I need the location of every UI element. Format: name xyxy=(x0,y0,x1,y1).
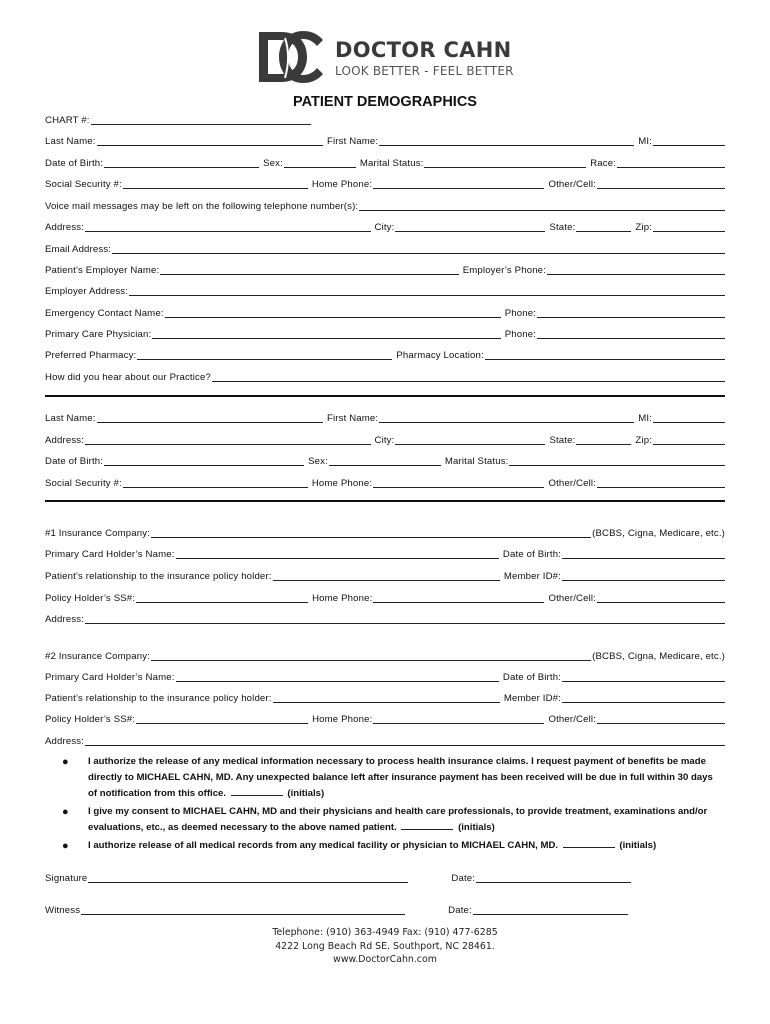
zip-label: Zip: xyxy=(635,222,652,233)
initials-label: (initials) xyxy=(458,822,495,833)
witness-field[interactable] xyxy=(81,914,405,915)
ins2-dob-label: Date of Birth: xyxy=(502,672,561,683)
ins1-relationship-field[interactable] xyxy=(273,580,500,581)
pharmacy-location-label: Pharmacy Location: xyxy=(396,350,484,361)
first-name-label: First Name: xyxy=(326,136,379,147)
guarantor-state-field[interactable] xyxy=(576,444,631,445)
guarantor-other-cell-field[interactable] xyxy=(597,487,725,488)
signature-date-field[interactable] xyxy=(476,882,631,883)
footer-website[interactable]: www.DoctorCahn.com xyxy=(333,954,437,965)
ins2-holder-row xyxy=(45,669,725,683)
guarantor-home-phone-label: Home Phone: xyxy=(311,478,373,489)
state-label: State: xyxy=(549,222,576,233)
guarantor-ssn-label: Social Security #: xyxy=(45,478,122,489)
voicemail-field[interactable] xyxy=(359,210,725,211)
ins1-company-row xyxy=(45,525,725,539)
ins1-other-cell-label: Other/Cell: xyxy=(548,593,596,604)
pcp-phone-field[interactable] xyxy=(537,338,725,339)
race-label: Race: xyxy=(590,158,616,169)
authorization-list xyxy=(62,754,722,856)
emergency-row xyxy=(45,305,725,319)
employer-row xyxy=(45,262,725,276)
initials-label: (initials) xyxy=(619,840,657,851)
witness-label: Witness xyxy=(45,905,81,916)
home-phone-label: Home Phone: xyxy=(311,179,373,190)
city-label: City: xyxy=(374,222,395,233)
voicemail-row xyxy=(45,198,725,212)
witness-date-field[interactable] xyxy=(473,914,628,915)
ins2-holder-ss-field[interactable] xyxy=(136,723,308,724)
ins1-holder-ss-label: Policy Holder’s SS#: xyxy=(45,593,136,604)
email-field[interactable] xyxy=(112,253,725,254)
ins1-home-phone-field[interactable] xyxy=(373,602,544,603)
ins2-other-cell-field[interactable] xyxy=(597,723,725,724)
guarantor-address-field[interactable] xyxy=(85,444,370,445)
chart-row xyxy=(45,112,725,126)
signature-label: Signature xyxy=(45,873,88,884)
ins2-company-field[interactable] xyxy=(151,660,591,661)
emergency-phone-label: Phone: xyxy=(504,308,536,319)
ins2-examples: (BCBS, Cigna, Medicare, etc.) xyxy=(592,651,725,662)
ins1-holder-ss-field[interactable] xyxy=(136,602,308,603)
email-row xyxy=(45,241,725,255)
guarantor-zip-label: Zip: xyxy=(635,435,652,446)
address-label: Address: xyxy=(45,222,85,233)
ins2-address-label: Address: xyxy=(45,736,85,747)
ssn-field[interactable] xyxy=(123,188,308,189)
ins1-relationship-label: Patient’s relationship to the insurance policy holder: xyxy=(45,571,272,582)
ins2-company-label: #2 Insurance Company: xyxy=(45,651,151,662)
guarantor-other-cell-label: Other/Cell: xyxy=(548,478,596,489)
ins1-holder-label: Primary Card Holder’s Name: xyxy=(45,549,175,560)
employer-label: Patient’s Employer Name: xyxy=(45,265,160,276)
bullet-icon: ● xyxy=(62,756,69,768)
guarantor-last-name-label: Last Name: xyxy=(45,413,96,424)
mi-label: MI: xyxy=(638,136,652,147)
witness-row xyxy=(45,902,645,916)
guarantor-home-phone-field[interactable] xyxy=(373,487,544,488)
pcp-row xyxy=(45,326,725,340)
pharmacy-row xyxy=(45,347,725,361)
initials-label: (initials) xyxy=(287,788,325,799)
pharmacy-field[interactable] xyxy=(137,359,392,360)
ins1-holder-row xyxy=(45,546,725,560)
footer-phones: Telephone: (910) 363-4949 Fax: (910) 477-6285 xyxy=(272,927,498,938)
dob-label: Date of Birth: xyxy=(45,158,104,169)
guarantor-marital-field[interactable] xyxy=(509,465,725,466)
referral-field[interactable] xyxy=(212,381,725,382)
employer-phone-field[interactable] xyxy=(547,274,725,275)
initials-3-field[interactable] xyxy=(563,838,615,848)
ins2-company-row xyxy=(45,648,725,662)
guarantor-address-row xyxy=(45,432,725,446)
pcp-phone-label: Phone: xyxy=(504,329,536,340)
ins1-ss-row xyxy=(45,590,725,604)
guarantor-ssn-row xyxy=(45,475,725,489)
ins1-address-label: Address: xyxy=(45,614,85,625)
ins1-holder-field[interactable] xyxy=(176,558,499,559)
emergency-label: Emergency Contact Name: xyxy=(45,308,164,319)
referral-label: How did you hear about our Practice? xyxy=(45,372,211,383)
other-cell-label: Other/Cell: xyxy=(548,179,596,190)
ins2-holder-label: Primary Card Holder’s Name: xyxy=(45,672,175,683)
guarantor-dob-field[interactable] xyxy=(104,465,304,466)
footer-address: 4222 Long Beach Rd SE. Southport, NC 28461. xyxy=(275,940,495,952)
doctor-cahn-logo-icon xyxy=(255,28,327,86)
ins2-home-phone-label: Home Phone: xyxy=(312,714,373,725)
ins1-dob-label: Date of Birth: xyxy=(502,549,561,560)
email-label: Email Address: xyxy=(45,244,112,255)
signature-row xyxy=(45,870,645,884)
brand-name: DOCTOR CAHN xyxy=(335,38,512,62)
ins1-member-id-field[interactable] xyxy=(562,580,725,581)
initials-2-field[interactable] xyxy=(401,820,453,830)
employer-address-field[interactable] xyxy=(129,295,725,296)
authorization-item xyxy=(62,838,722,854)
section-divider xyxy=(45,395,725,397)
authorization-1-text: I authorize the release of any medical information necessary to process health insurance claims. I request payment of benefits be made directly to MICHAEL CAHN, MD. Any unexpected balance left after insurance payment has been received will be due in full within 30 days of notification from this office. xyxy=(88,756,713,799)
city-field[interactable] xyxy=(395,231,545,232)
ins2-member-id-field[interactable] xyxy=(562,702,725,703)
marital-label: Marital Status: xyxy=(359,158,424,169)
ssn-label: Social Security #: xyxy=(45,179,122,190)
pcp-field[interactable] xyxy=(152,338,500,339)
pharmacy-label: Preferred Pharmacy: xyxy=(45,350,137,361)
guarantor-city-field[interactable] xyxy=(395,444,545,445)
home-phone-field[interactable] xyxy=(373,188,544,189)
address-field[interactable] xyxy=(85,231,370,232)
ins1-examples: (BCBS, Cigna, Medicare, etc.) xyxy=(592,528,725,539)
patient-address-row xyxy=(45,219,725,233)
dob-field[interactable] xyxy=(104,167,259,168)
ins2-dob-field[interactable] xyxy=(562,681,725,682)
authorization-3-text: I authorize release of all medical records from any medical facility or physician to MICHAEL CAHN, MD. xyxy=(88,840,559,851)
ins2-home-phone-field[interactable] xyxy=(373,723,544,724)
signature-field[interactable] xyxy=(88,882,408,883)
guarantor-zip-field[interactable] xyxy=(653,444,725,445)
guarantor-city-label: City: xyxy=(374,435,395,446)
ins1-address-row xyxy=(45,611,725,625)
pharmacy-location-field[interactable] xyxy=(485,359,725,360)
last-name-label: Last Name: xyxy=(45,136,96,147)
emergency-phone-field[interactable] xyxy=(537,317,725,318)
voicemail-label: Voice mail messages may be left on the following telephone number(s): xyxy=(45,201,359,212)
guarantor-first-name-field[interactable] xyxy=(379,422,634,423)
mi-field[interactable] xyxy=(653,145,725,146)
guarantor-state-label: State: xyxy=(549,435,576,446)
ins1-company-field[interactable] xyxy=(151,537,591,538)
guarantor-sex-label: Sex: xyxy=(308,456,328,467)
ins2-address-field[interactable] xyxy=(85,745,725,746)
pcp-label: Primary Care Physician: xyxy=(45,329,152,340)
state-field[interactable] xyxy=(576,231,631,232)
ins1-address-field[interactable] xyxy=(85,623,725,624)
sex-label: Sex: xyxy=(263,158,283,169)
race-field[interactable] xyxy=(617,167,725,168)
ins2-holder-ss-label: Policy Holder’s SS#: xyxy=(45,714,136,725)
guarantor-last-name-field[interactable] xyxy=(97,422,323,423)
ins1-company-label: #1 Insurance Company: xyxy=(45,528,151,539)
patient-ssn-row xyxy=(45,176,725,190)
brand-tagline: LOOK BETTER - FEEL BETTER xyxy=(335,64,514,78)
ins1-dob-field[interactable] xyxy=(562,558,725,559)
chart-field[interactable] xyxy=(91,124,311,125)
ins2-relationship-label: Patient’s relationship to the insurance policy holder: xyxy=(45,693,272,704)
ins1-home-phone-label: Home Phone: xyxy=(312,593,373,604)
employer-address-row xyxy=(45,283,725,297)
authorization-item xyxy=(62,804,722,836)
patient-name-row xyxy=(45,133,725,147)
guarantor-mi-label: MI: xyxy=(638,413,652,424)
guarantor-name-row xyxy=(45,410,725,424)
ins2-ss-row xyxy=(45,711,725,725)
guarantor-marital-label: Marital Status: xyxy=(444,456,509,467)
guarantor-dob-row xyxy=(45,453,725,467)
page-title: PATIENT DEMOGRAPHICS xyxy=(293,94,477,110)
ins1-member-id-label: Member ID#: xyxy=(503,571,561,582)
ins1-relationship-row xyxy=(45,568,725,582)
sex-field[interactable] xyxy=(284,167,356,168)
zip-field[interactable] xyxy=(653,231,725,232)
section-divider xyxy=(45,500,725,502)
patient-dob-row xyxy=(45,155,725,169)
last-name-field[interactable] xyxy=(97,145,323,146)
ins2-relationship-field[interactable] xyxy=(273,702,500,703)
authorization-2-text: I give my consent to MICHAEL CAHN, MD and their physicians and health care professionals, to provide treatment, examinations and/or evaluations, etc., as deemed necessary to the above named patient. xyxy=(88,806,708,833)
guarantor-dob-label: Date of Birth: xyxy=(45,456,104,467)
footer xyxy=(0,926,770,967)
ins1-other-cell-field[interactable] xyxy=(597,602,725,603)
guarantor-first-name-label: First Name: xyxy=(326,413,379,424)
ins2-holder-field[interactable] xyxy=(176,681,499,682)
bullet-icon: ● xyxy=(62,840,69,852)
signature-date-label: Date: xyxy=(451,873,476,884)
employer-field[interactable] xyxy=(160,274,458,275)
guarantor-mi-field[interactable] xyxy=(653,422,725,423)
authorization-item xyxy=(62,754,722,802)
ins2-relationship-row xyxy=(45,690,725,704)
referral-row xyxy=(45,369,725,383)
first-name-field[interactable] xyxy=(379,145,634,146)
marital-field[interactable] xyxy=(424,167,586,168)
ins2-other-cell-label: Other/Cell: xyxy=(548,714,596,725)
chart-label: CHART #: xyxy=(45,115,90,126)
employer-phone-label: Employer’s Phone: xyxy=(462,265,546,276)
bullet-icon: ● xyxy=(62,806,69,818)
other-cell-field[interactable] xyxy=(597,188,725,189)
emergency-field[interactable] xyxy=(165,317,501,318)
witness-date-label: Date: xyxy=(448,905,472,916)
guarantor-ssn-field[interactable] xyxy=(123,487,308,488)
initials-1-field[interactable] xyxy=(231,786,283,796)
ins2-address-row xyxy=(45,733,725,747)
guarantor-address-label: Address: xyxy=(45,435,85,446)
guarantor-sex-field[interactable] xyxy=(329,465,441,466)
ins2-member-id-label: Member ID#: xyxy=(503,693,561,704)
employer-address-label: Employer Address: xyxy=(45,286,129,297)
